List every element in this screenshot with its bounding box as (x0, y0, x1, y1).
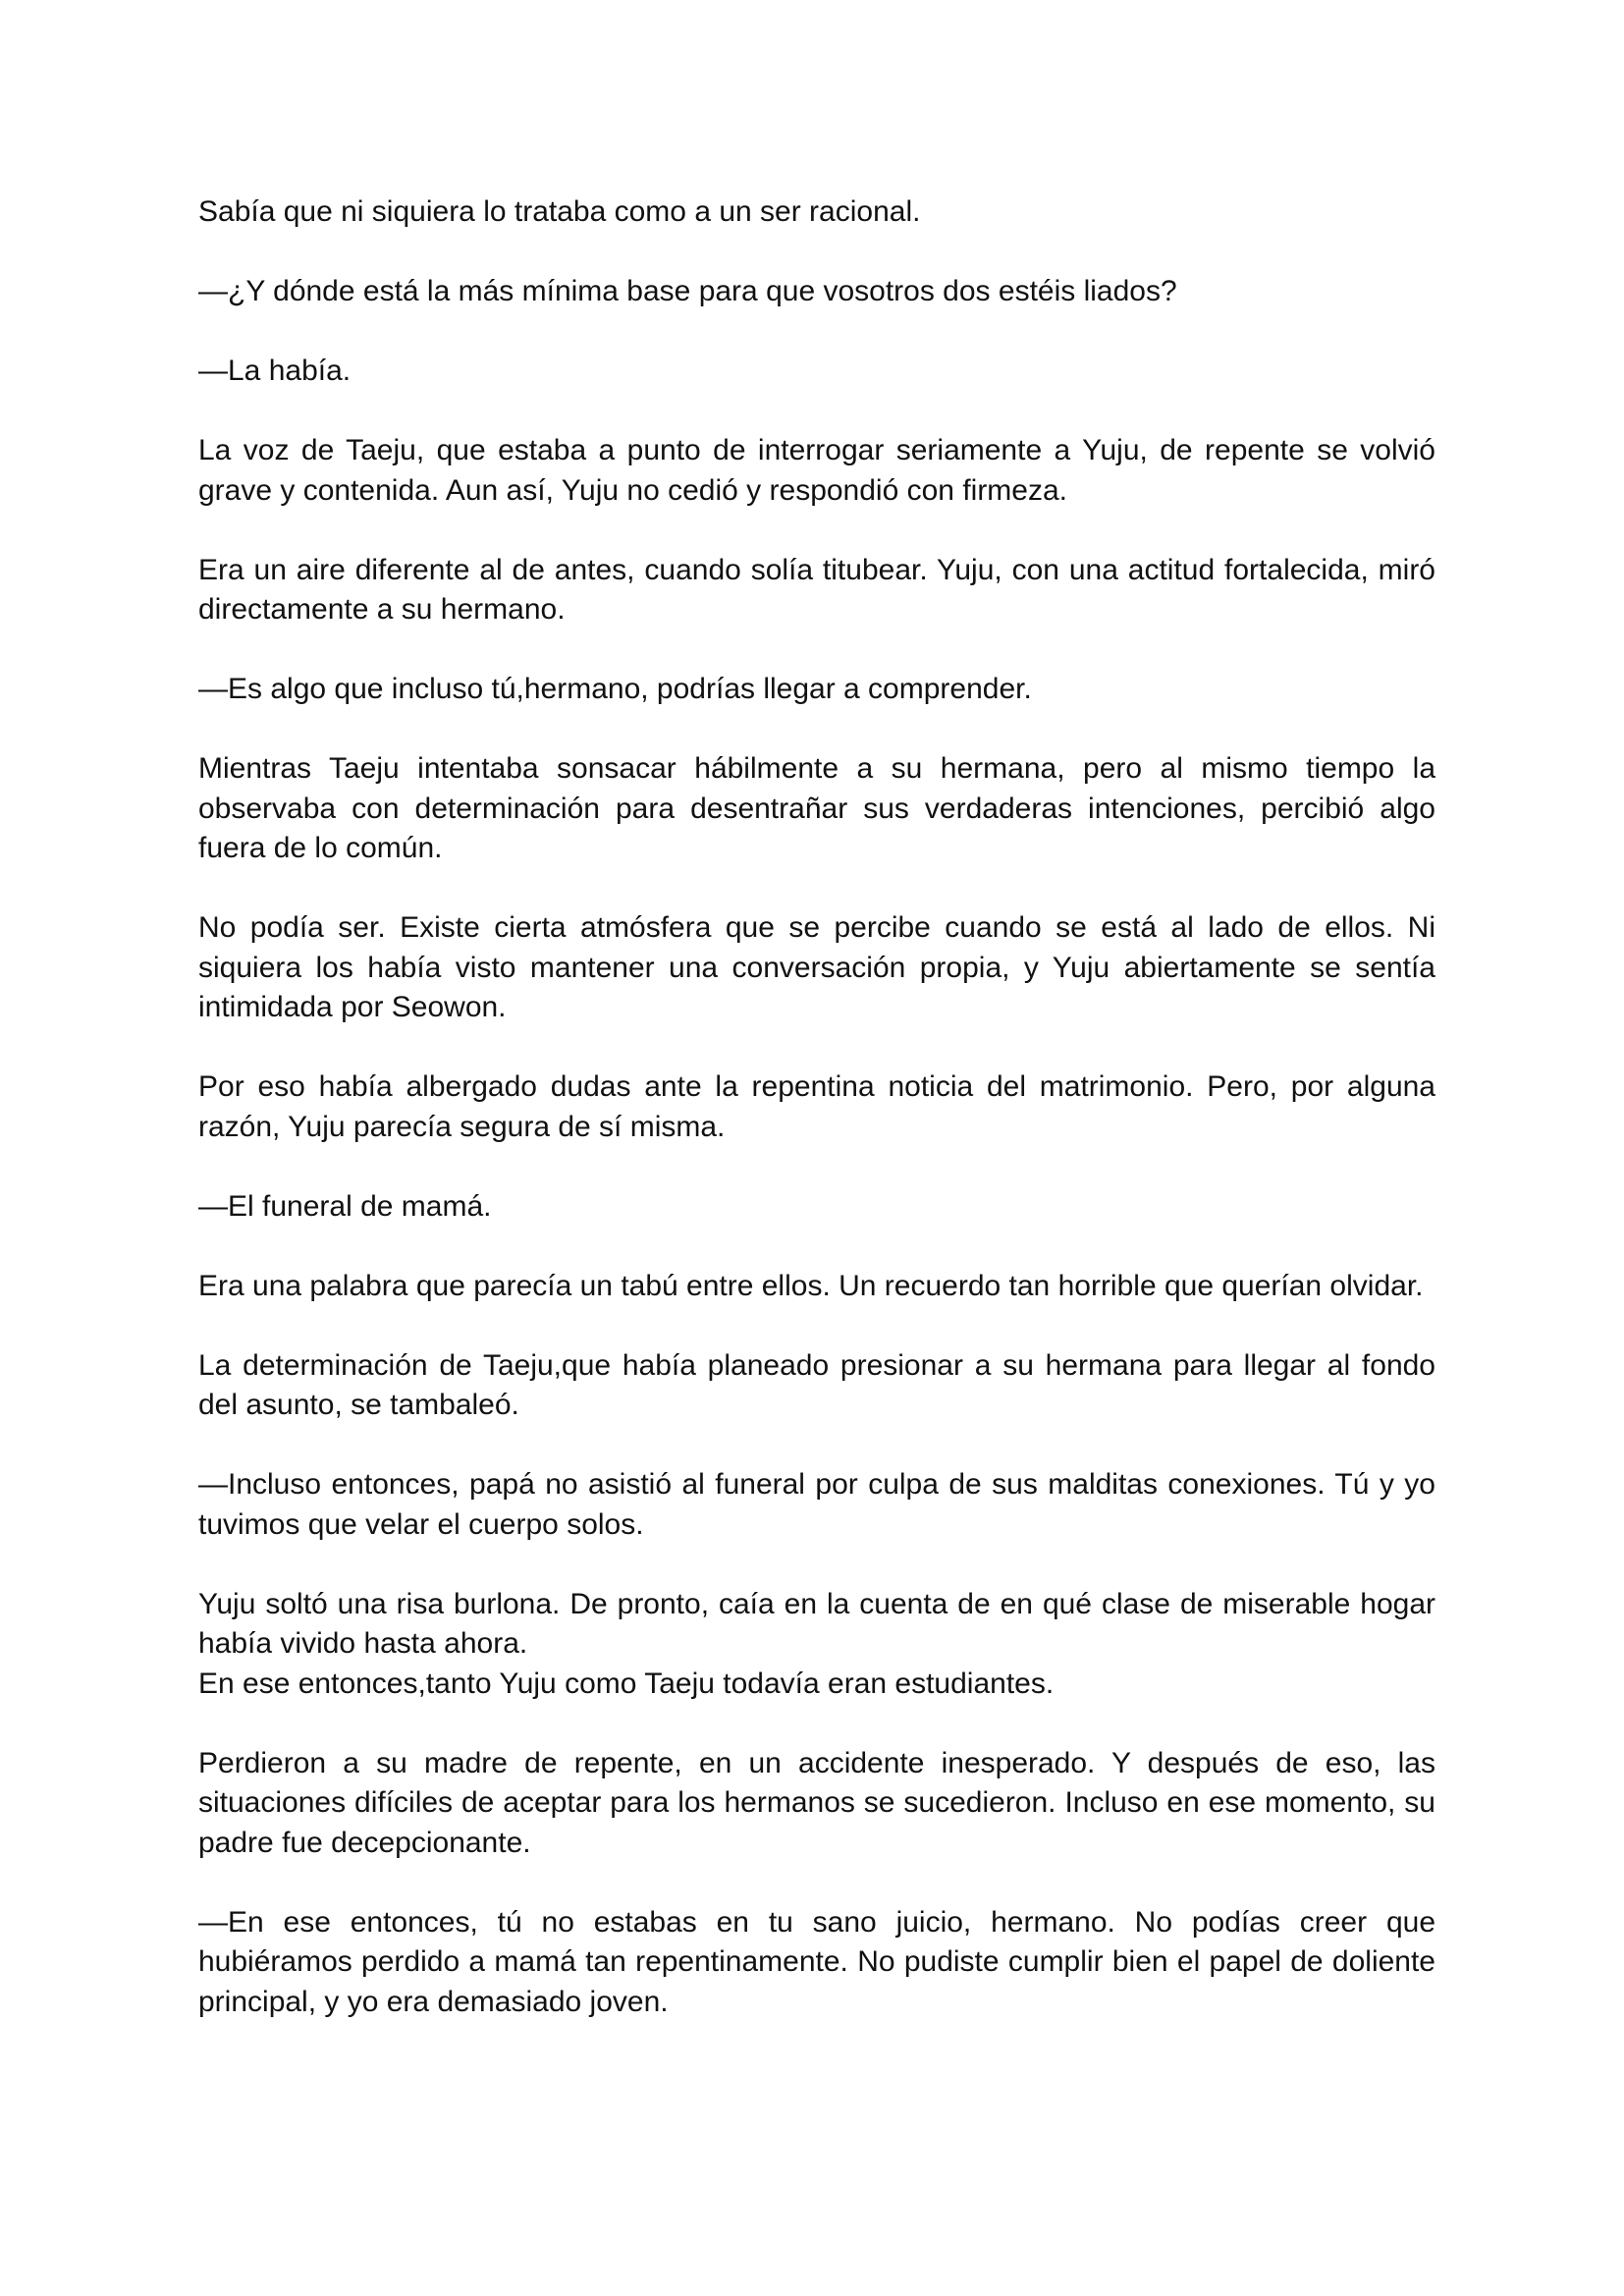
paragraph: Era un aire diferente al de antes, cuando solía titubear. Yuju, con una actitud fortalecida, miró directamente a su hermano. (198, 553, 1435, 626)
paragraph: Por eso había albergado dudas ante la repentina noticia del matrimonio. Pero, por alguna razón, Yuju parecía segura de sí misma. (198, 1070, 1435, 1143)
paragraph: En ese entonces,tanto Yuju como Taeju todavía eran estudiantes. (198, 1667, 1055, 1700)
dialogue-paragraph: —El funeral de mamá. (198, 1189, 492, 1223)
paragraph: No podía ser. Existe cierta atmósfera que se percibe cuando se está al lado de ellos. Ni siquiera los había visto mantener una conversación propia, y Yuju abiertamente se sentía intimidada por Seowon. (198, 911, 1435, 1023)
dialogue-paragraph: —La había. (198, 355, 352, 387)
paragraph: La voz de Taeju, que estaba a punto de interrogar seriamente a Yuju, de repente se volvió grave y contenida. Aun así, Yuju no cedió y respondió con firmeza. (198, 434, 1435, 507)
dialogue-paragraph: —En ese entonces, tú no estabas en tu sano juicio, hermano. No podías creer que hubiéramos perdido a mamá tan repentinamente. No pudiste cumplir bien el papel de doliente principal, y yo era demasiado joven. (198, 1905, 1435, 2018)
paragraph: Perdieron a su madre de repente, en un accidente inesperado. Y después de eso, las situaciones difíciles de aceptar para los hermanos se sucedieron. Incluso en ese momento, su padre fue decepcionante. (198, 1746, 1435, 1859)
dialogue-paragraph: —Incluso entonces, papá no asistió al funeral por culpa de sus malditas conexiones. Tú y yo tuvimos que velar el cuerpo solos. (198, 1468, 1435, 1541)
paragraph: Yuju soltó una risa burlona. De pronto, caía en la cuenta de en qué clase de miserable hogar había vivido hasta ahora. (198, 1587, 1435, 1660)
paragraph: La determinación de Taeju,que había planeado presionar a su hermana para llegar al fondo del asunto, se tambaleó. (198, 1348, 1435, 1421)
dialogue-paragraph: —Es algo que incluso tú,hermano, podrías llegar a comprender. (198, 673, 1032, 705)
paragraph: Mientras Taeju intentaba sonsacar hábilmente a su hermana, pero al mismo tiempo la observaba con determinación para desentrañar sus verdaderas intenciones, percibió algo fuera de lo común. (198, 752, 1435, 864)
paragraph: Sabía que ni siquiera lo trataba como a un ser racional. (198, 195, 921, 228)
paragraph: Era una palabra que parecía un tabú entre ellos. Un recuerdo tan horrible que querían olvidar. (198, 1269, 1424, 1302)
document-body (198, 192, 1435, 2062)
dialogue-paragraph: —¿Y dónde está la más mínima base para que vosotros dos estéis liados? (198, 275, 1177, 307)
